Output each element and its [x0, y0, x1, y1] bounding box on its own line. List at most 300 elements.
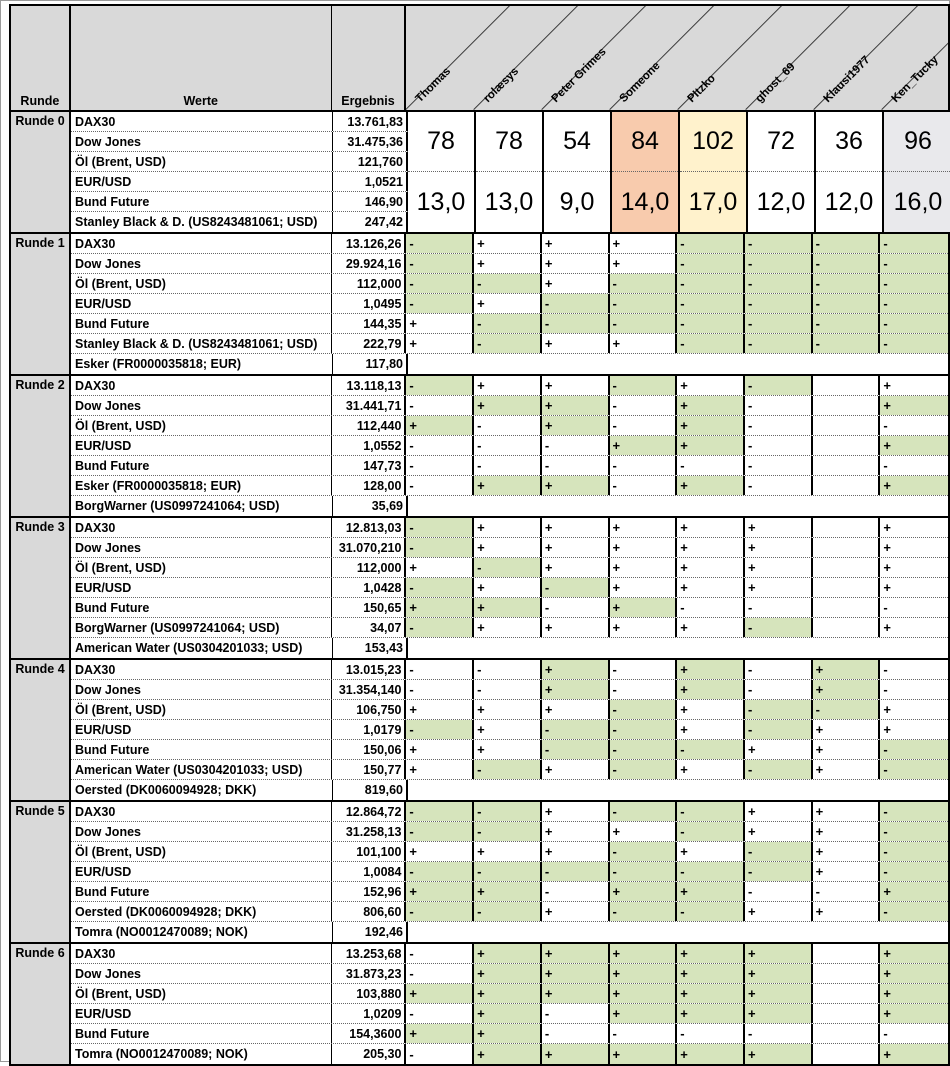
prediction-cell: -: [406, 902, 474, 921]
prediction-cell: +: [474, 234, 542, 253]
value-row: [71, 476, 948, 496]
instrument-name: EUR/USD: [71, 578, 332, 597]
result-value: 13.015,23: [332, 660, 407, 679]
prediction-cell: -: [677, 274, 745, 293]
prediction-cell: -: [677, 294, 745, 313]
prediction-cell: [813, 964, 881, 983]
player-name: Klausi1977: [821, 54, 873, 105]
player-name: Thomas: [413, 65, 454, 105]
prediction-cell: +: [883, 722, 891, 737]
prediction-cell: +: [677, 436, 745, 455]
table-header: [11, 6, 948, 110]
prediction-cell: -: [474, 416, 542, 435]
prediction-cell: +: [745, 538, 813, 557]
prediction-cell: -: [745, 680, 813, 699]
prediction-cell: -: [474, 558, 542, 577]
round-block: [11, 658, 948, 800]
prediction-cell: -: [542, 720, 610, 739]
prediction-cell: +: [474, 882, 542, 901]
instrument-name: DAX30: [71, 944, 332, 963]
empty-prediction-area: [408, 354, 948, 374]
result-value: 13.126,26: [332, 234, 407, 253]
value-row: [71, 598, 948, 618]
instrument-name: EUR/USD: [71, 720, 332, 739]
result-value: 112,000: [332, 274, 407, 293]
prediction-cell: +: [677, 720, 745, 739]
prediction-cell: +: [880, 984, 948, 1003]
prediction-cell: +: [677, 416, 745, 435]
result-value: 1,0428: [332, 578, 407, 597]
prediction-cell: -: [542, 862, 610, 881]
value-row: [71, 212, 408, 232]
prediction-cell: -: [880, 822, 948, 841]
instrument-name: DAX30: [71, 660, 332, 679]
prediction-cell: -: [406, 618, 474, 637]
empty-prediction-area: [408, 638, 948, 658]
prediction-cell: +: [474, 700, 542, 719]
prediction-cell: +: [880, 964, 948, 983]
score-points: 102: [680, 112, 746, 172]
prediction-cell: -: [745, 416, 813, 435]
prediction-cell: +: [474, 476, 542, 495]
prediction-cell: -: [745, 700, 813, 719]
prediction-cell: +: [542, 660, 610, 679]
value-row: [71, 234, 948, 254]
prediction-cell: +: [406, 760, 474, 779]
col-header-runde: Runde: [11, 6, 71, 110]
prediction-cell: +: [813, 802, 881, 821]
result-value: 103,880: [332, 984, 407, 1003]
score-average: 12,0: [824, 187, 874, 216]
prediction-cell: -: [745, 314, 813, 333]
prediction-cell: +: [406, 558, 474, 577]
result-value: 31.354,140: [332, 680, 407, 699]
prediction-cell: -: [610, 842, 678, 861]
instrument-name: Oersted (DK0060094928; DKK): [71, 780, 333, 800]
player-name: Peter Grimes: [549, 45, 609, 105]
value-row: [71, 274, 948, 294]
prediction-cell: -: [883, 458, 888, 473]
prediction-cell: [813, 518, 881, 537]
player-name: rolæsys: [481, 65, 522, 105]
score-column: [476, 112, 544, 232]
prediction-cell: +: [542, 902, 610, 921]
score-column: [612, 112, 680, 232]
prediction-cell: [813, 984, 881, 1003]
prediction-cell: +: [542, 822, 610, 841]
prediction-cell: -: [474, 456, 542, 475]
prediction-cell: +: [474, 944, 542, 963]
prediction-cell: -: [406, 944, 474, 963]
instrument-name: Öl (Brent, USD): [71, 152, 333, 171]
prediction-cell: +: [474, 1004, 542, 1023]
prediction-cell: +: [677, 760, 745, 779]
round-label: Runde 2: [11, 376, 71, 516]
player-name: Someone: [617, 59, 663, 105]
prediction-cell: -: [813, 274, 881, 293]
prediction-cell: -: [406, 294, 474, 313]
value-row: [71, 172, 408, 192]
value-row: [71, 578, 948, 598]
prediction-cell: -: [745, 720, 813, 739]
prediction-cell: [813, 578, 881, 597]
prediction-cell: +: [880, 396, 948, 415]
prediction-cell: -: [610, 680, 678, 699]
instrument-name: Stanley Black & D. (US8243481061; USD): [71, 212, 333, 232]
value-row: [71, 902, 948, 922]
prediction-cell: -: [745, 234, 813, 253]
result-value: 154,3600: [332, 1024, 407, 1043]
instrument-name: EUR/USD: [71, 172, 333, 191]
score-points: 36: [816, 112, 882, 172]
instrument-name: EUR/USD: [71, 436, 332, 455]
value-row: [71, 802, 948, 822]
prediction-cell: -: [813, 334, 881, 353]
prediction-cell: +: [610, 254, 678, 273]
prediction-cell: -: [610, 396, 678, 415]
result-value: 101,100: [332, 842, 407, 861]
prediction-cell: +: [677, 882, 745, 901]
prediction-cell: +: [813, 680, 881, 699]
prediction-cell: -: [883, 682, 888, 697]
instrument-name: EUR/USD: [71, 1004, 332, 1023]
prediction-cell: -: [610, 802, 678, 821]
prediction-cell: -: [880, 234, 948, 253]
prediction-cell: +: [813, 740, 881, 759]
prediction-cell: +: [542, 476, 610, 495]
instrument-name: Bund Future: [71, 456, 332, 475]
prediction-cell: +: [677, 518, 745, 537]
result-value: 112,000: [332, 558, 407, 577]
prediction-cell: -: [610, 294, 678, 313]
value-row: [71, 354, 948, 374]
instrument-name: Oersted (DK0060094928; DKK): [71, 902, 332, 921]
prediction-cell: +: [677, 660, 745, 679]
prediction-cell: -: [745, 1024, 813, 1043]
prediction-cell: +: [474, 984, 542, 1003]
prediction-cell: +: [474, 720, 542, 739]
score-column: [816, 112, 884, 232]
prediction-cell: -: [880, 802, 948, 821]
player-name: ghost_69: [753, 60, 799, 105]
prediction-cell: -: [610, 862, 678, 881]
prediction-cell: +: [745, 984, 813, 1003]
round-block: [11, 800, 948, 942]
prediction-cell: -: [677, 822, 745, 841]
result-value: 1,0084: [332, 862, 407, 881]
result-value: 31.873,23: [332, 964, 407, 983]
prediction-cell: +: [542, 944, 610, 963]
result-value: 12.813,03: [332, 518, 407, 537]
prediction-cell: +: [883, 378, 891, 393]
prediction-cell: +: [610, 944, 678, 963]
prediction-cell: -: [406, 680, 474, 699]
prediction-cell: +: [406, 1024, 474, 1043]
prediction-cell: +: [813, 842, 881, 861]
prediction-cell: -: [542, 882, 610, 901]
prediction-cell: -: [677, 254, 745, 273]
round-label: Runde 1: [11, 234, 71, 374]
result-value: 128,00: [332, 476, 407, 495]
score-average: 14,0: [620, 187, 670, 216]
prediction-cell: +: [677, 842, 745, 861]
prediction-cell: -: [813, 882, 881, 901]
prediction-cell: -: [610, 760, 678, 779]
value-row: [71, 964, 948, 984]
instrument-name: Bund Future: [71, 882, 332, 901]
prediction-cell: -: [610, 376, 678, 395]
prediction-cell: [813, 598, 881, 617]
instrument-name: EUR/USD: [71, 862, 332, 881]
prediction-cell: -: [880, 842, 948, 861]
prediction-cell: +: [474, 538, 542, 557]
prediction-cell: +: [880, 476, 948, 495]
prediction-cell: +: [813, 720, 881, 739]
result-value: 150,77: [332, 760, 407, 779]
prediction-cell: -: [745, 598, 813, 617]
score-points: 78: [476, 112, 542, 172]
score-points: 84: [612, 112, 678, 172]
prediction-cell: +: [610, 618, 678, 637]
prediction-cell: -: [745, 436, 813, 455]
prediction-cell: +: [474, 518, 542, 537]
prediction-cell: +: [745, 1044, 813, 1064]
prediction-cell: +: [542, 396, 610, 415]
player-name: PItzko: [685, 72, 719, 105]
instrument-name: Öl (Brent, USD): [71, 416, 332, 435]
prediction-cell: -: [880, 760, 948, 779]
prediction-cell: -: [610, 456, 678, 475]
prediction-cell: -: [406, 538, 474, 557]
instrument-name: Dow Jones: [71, 254, 332, 273]
prediction-cell: +: [610, 822, 678, 841]
prediction-cell: -: [813, 254, 881, 273]
prediction-cell: +: [883, 560, 891, 575]
prediction-cell: -: [474, 802, 542, 821]
prediction-cell: +: [406, 740, 474, 759]
prediction-cell: -: [474, 902, 542, 921]
result-value: 1,0552: [332, 436, 407, 455]
value-row: [71, 842, 948, 862]
value-row: [71, 822, 948, 842]
result-value: 106,750: [332, 700, 407, 719]
prediction-cell: -: [610, 700, 678, 719]
prediction-cell: +: [610, 1044, 678, 1064]
prediction-cell: +: [745, 902, 813, 921]
prediction-cell: +: [406, 416, 474, 435]
prediction-cell: +: [542, 518, 610, 537]
prediction-cell: [813, 456, 881, 475]
prediction-cell: +: [474, 254, 542, 273]
prediction-cell: +: [542, 1044, 610, 1064]
value-row: [71, 334, 948, 354]
result-value: 13.118,13: [332, 376, 407, 395]
prediction-cell: -: [745, 476, 813, 495]
prediction-cell: -: [406, 660, 474, 679]
value-row: [71, 538, 948, 558]
empty-prediction-area: [408, 922, 948, 942]
prediction-cell: +: [883, 540, 891, 555]
prediction-cell: -: [406, 274, 474, 293]
round-label: Runde 0: [11, 112, 71, 232]
prediction-cell: -: [474, 760, 542, 779]
prediction-cell: -: [883, 418, 888, 433]
result-value: 806,60: [332, 902, 407, 921]
result-value: 144,35: [332, 314, 407, 333]
prediction-cell: +: [813, 862, 881, 881]
prediction-cell: -: [474, 274, 542, 293]
prediction-cell: -: [406, 1004, 474, 1023]
prediction-cell: +: [474, 842, 542, 861]
prediction-cell: +: [745, 964, 813, 983]
value-row: [71, 944, 948, 964]
empty-prediction-area: [408, 496, 948, 516]
prediction-cell: +: [542, 760, 610, 779]
prediction-cell: -: [745, 842, 813, 861]
instrument-name: BorgWarner (US0997241064; USD): [71, 496, 333, 516]
prediction-cell: -: [813, 314, 881, 333]
prediction-cell: +: [677, 964, 745, 983]
value-row: [71, 132, 408, 152]
result-value: 31.475,36: [333, 132, 408, 151]
result-value: 153,43: [333, 638, 408, 658]
prediction-cell: +: [677, 558, 745, 577]
prediction-cell: -: [677, 314, 745, 333]
prediction-cell: +: [406, 700, 474, 719]
value-row: [71, 496, 948, 516]
prediction-cell: -: [745, 760, 813, 779]
player-name: Ken_Tucky: [889, 53, 942, 105]
prediction-cell: +: [880, 882, 948, 901]
instrument-name: Öl (Brent, USD): [71, 558, 332, 577]
value-row: [71, 518, 948, 538]
result-value: 117,80: [333, 354, 408, 374]
instrument-name: EUR/USD: [71, 294, 332, 313]
prediction-cell: -: [610, 274, 678, 293]
prediction-cell: +: [745, 740, 813, 759]
instrument-name: Dow Jones: [71, 822, 332, 841]
score-average: 17,0: [688, 187, 738, 216]
instrument-name: BorgWarner (US0997241064; USD): [71, 618, 332, 637]
prediction-cell: -: [610, 720, 678, 739]
prediction-cell: +: [745, 578, 813, 597]
instrument-name: Bund Future: [71, 192, 333, 211]
prediction-cell: -: [406, 476, 474, 495]
prediction-cell: +: [542, 964, 610, 983]
prediction-cell: -: [880, 314, 948, 333]
prediction-cell: -: [542, 314, 610, 333]
prediction-cell: -: [542, 740, 610, 759]
prediction-cell: -: [474, 314, 542, 333]
prediction-cell: -: [610, 1024, 678, 1043]
result-value: 819,60: [333, 780, 408, 800]
prediction-cell: +: [610, 1004, 678, 1023]
prediction-cell: [813, 618, 881, 637]
value-row: [71, 862, 948, 882]
prediction-cell: [813, 376, 881, 395]
prediction-cell: +: [745, 944, 813, 963]
prediction-cell: -: [406, 396, 474, 415]
result-value: 35,69: [333, 496, 408, 516]
prediction-cell: -: [745, 334, 813, 353]
prediction-cell: +: [542, 618, 610, 637]
prediction-cell: +: [813, 902, 881, 921]
prediction-cell: +: [406, 314, 474, 333]
prediction-cell: -: [677, 598, 745, 617]
round-block: [11, 516, 948, 658]
result-value: 1,0209: [332, 1004, 407, 1023]
prediction-cell: -: [745, 294, 813, 313]
prediction-cell: -: [745, 660, 813, 679]
prediction-cell: -: [474, 680, 542, 699]
score-average: 13,0: [416, 187, 466, 216]
prediction-cell: +: [677, 984, 745, 1003]
prediction-cell: [813, 1044, 881, 1064]
score-column: [408, 112, 476, 232]
prediction-cell: -: [745, 456, 813, 475]
score-column: [544, 112, 612, 232]
round0-values: [71, 112, 408, 232]
result-value: 150,06: [332, 740, 407, 759]
prediction-cell: -: [880, 294, 948, 313]
prediction-cell: -: [883, 1026, 888, 1041]
prediction-cell: +: [745, 558, 813, 577]
prediction-cell: +: [474, 376, 542, 395]
prediction-cell: +: [542, 274, 610, 293]
instrument-name: Bund Future: [71, 740, 332, 759]
value-row: [71, 396, 948, 416]
value-row: [71, 416, 948, 436]
prediction-cell: -: [610, 740, 678, 759]
prediction-cell: -: [677, 862, 745, 881]
prediction-cell: +: [745, 518, 813, 537]
prediction-cell: +: [542, 842, 610, 861]
instrument-name: Tomra (NO0012470089; NOK): [71, 922, 333, 942]
prediction-cell: +: [677, 476, 745, 495]
prediction-cell: -: [880, 254, 948, 273]
result-value: 192,46: [333, 922, 408, 942]
prediction-cell: +: [880, 1004, 948, 1023]
prediction-cell: +: [406, 984, 474, 1003]
prediction-cell: -: [677, 740, 745, 759]
value-row: [71, 680, 948, 700]
value-row: [71, 376, 948, 396]
prediction-cell: +: [745, 822, 813, 841]
prediction-cell: +: [813, 822, 881, 841]
result-value: 31.258,13: [332, 822, 407, 841]
value-row: [71, 922, 948, 942]
prediction-cell: -: [745, 376, 813, 395]
prediction-cell: +: [677, 618, 745, 637]
prediction-cell: -: [406, 234, 474, 253]
prediction-cell: +: [883, 580, 891, 595]
instrument-name: Dow Jones: [71, 964, 332, 983]
value-row: [71, 882, 948, 902]
prediction-cell: -: [406, 518, 474, 537]
result-value: 31.070,210: [332, 538, 407, 557]
prediction-cell: -: [474, 862, 542, 881]
prediction-cell: -: [542, 1024, 610, 1043]
prediction-cell: -: [880, 274, 948, 293]
prediction-cell: +: [474, 618, 542, 637]
prediction-cell: -: [745, 254, 813, 273]
prediction-cell: +: [542, 984, 610, 1003]
value-row: [71, 1044, 948, 1064]
prediction-cell: -: [406, 822, 474, 841]
result-value: 1,0521: [333, 172, 408, 191]
value-row: [71, 660, 948, 680]
col-header-werte: Werte: [71, 6, 332, 110]
